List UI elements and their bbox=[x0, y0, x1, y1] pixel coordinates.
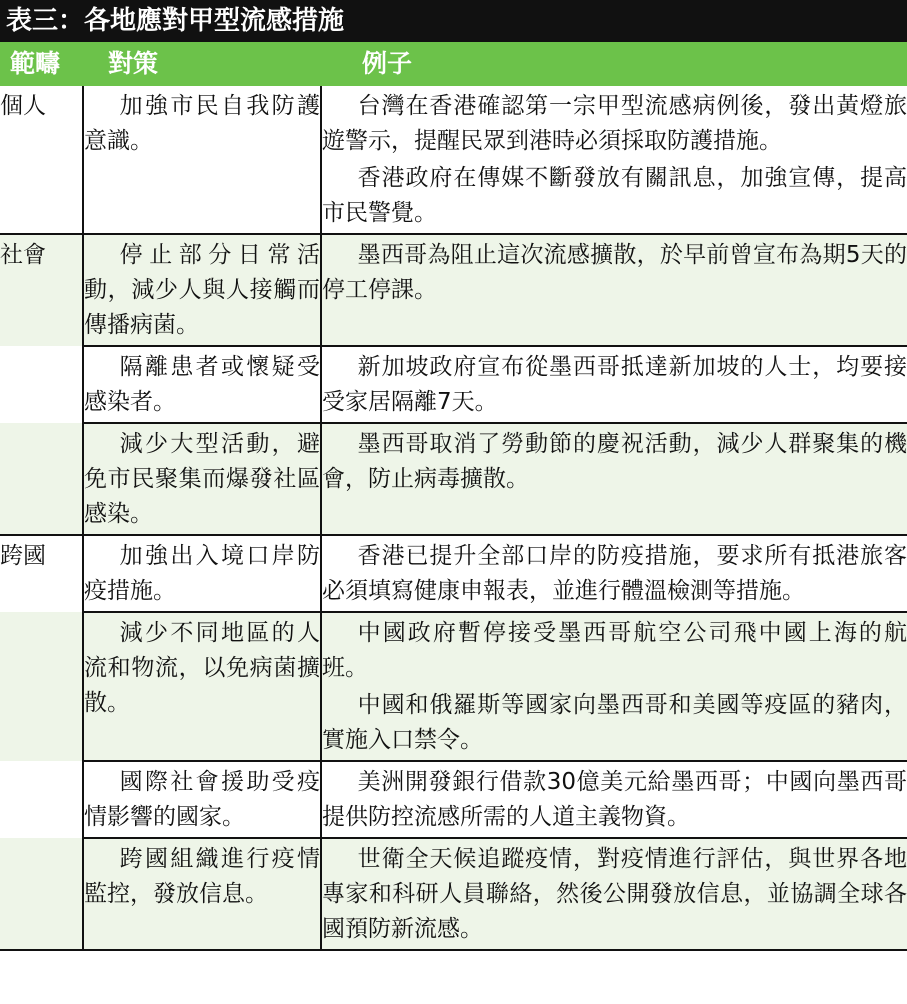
scope-cell bbox=[0, 423, 83, 535]
table-bottom-rule bbox=[0, 949, 907, 951]
measures-table bbox=[0, 86, 907, 949]
table-row bbox=[0, 761, 907, 838]
strategy-cell bbox=[83, 535, 321, 612]
strategy-text: 跨國組織進行疫情監控，發放信息。 bbox=[84, 846, 320, 907]
example-cell bbox=[321, 535, 907, 612]
scope-cell bbox=[0, 838, 83, 949]
strategy-text: 國際社會援助受疫情影響的國家。 bbox=[84, 769, 320, 830]
table-row bbox=[0, 346, 907, 423]
example-text: 香港政府在傳媒不斷發放有關訊息，加強宣傳，提高市民警覺。 bbox=[322, 165, 907, 226]
header-strategy: 對策 bbox=[108, 49, 159, 78]
strategy-text: 減少不同地區的人流和物流，以免病菌擴散。 bbox=[84, 620, 320, 716]
strategy-cell bbox=[83, 423, 321, 535]
strategy-cell bbox=[83, 346, 321, 423]
example-text: 墨西哥取消了勞動節的慶祝活動，減少人群聚集的機會，防止病毒擴散。 bbox=[322, 431, 907, 492]
example-cell bbox=[321, 346, 907, 423]
strategy-text: 加強市民自我防護意識。 bbox=[84, 93, 320, 154]
example-text: 台灣在香港確認第一宗甲型流感病例後，發出黃燈旅遊警示，提醒民眾到港時必須採取防護措施。 bbox=[322, 93, 907, 154]
example-text: 新加坡政府宣布從墨西哥抵達新加坡的人士，均要接受家居隔離7天。 bbox=[322, 354, 907, 415]
strategy-cell bbox=[83, 838, 321, 949]
scope-cell bbox=[0, 761, 83, 838]
header-scope: 範疇 bbox=[10, 49, 61, 78]
strategy-text: 加強出入境口岸防疫措施。 bbox=[84, 543, 320, 604]
example-text: 香港已提升全部口岸的防疫措施，要求所有抵港旅客必須填寫健康申報表，並進行體溫檢測等措施。 bbox=[322, 543, 907, 604]
strategy-cell bbox=[83, 86, 321, 234]
table-header-row bbox=[0, 42, 907, 86]
example-text: 墨西哥為阻止這次流感擴散，於早前曾宣布為期5天的停工停課。 bbox=[322, 242, 907, 303]
header-example: 例子 bbox=[362, 49, 413, 78]
table-row bbox=[0, 423, 907, 535]
scope-cell: 個人 bbox=[0, 93, 46, 119]
strategy-cell bbox=[83, 234, 321, 346]
strategy-text: 隔離患者或懷疑受感染者。 bbox=[84, 354, 320, 415]
strategy-text: 減少大型活動，避免市民聚集而爆發社區感染。 bbox=[84, 431, 320, 527]
scope-cell: 社會 bbox=[0, 234, 83, 346]
table-title: 表三：各地應對甲型流感措施 bbox=[0, 0, 907, 42]
example-cell bbox=[321, 761, 907, 838]
example-cell bbox=[321, 86, 907, 234]
example-text: 世衛全天候追蹤疫情，對疫情進行評估，與世界各地專家和科研人員聯絡，然後公開發放信息，並協調全球各國預防新流感。 bbox=[322, 846, 907, 942]
table-row bbox=[0, 838, 907, 949]
scope-cell: 跨國 bbox=[0, 535, 83, 612]
scope-cell bbox=[0, 612, 83, 761]
example-text: 美洲開發銀行借款30億美元給墨西哥；中國向墨西哥提供防控流感所需的人道主義物資。 bbox=[322, 769, 907, 830]
strategy-cell bbox=[83, 612, 321, 761]
example-cell bbox=[321, 838, 907, 949]
example-text: 中國政府暫停接受墨西哥航空公司飛中國上海的航班。 bbox=[322, 620, 907, 681]
example-text: 中國和俄羅斯等國家向墨西哥和美國等疫區的豬肉，實施入口禁令。 bbox=[322, 692, 907, 753]
table-row bbox=[0, 612, 907, 761]
scope-cell bbox=[0, 346, 83, 423]
example-cell bbox=[321, 423, 907, 535]
table-row bbox=[0, 234, 907, 346]
example-cell bbox=[321, 612, 907, 761]
strategy-cell bbox=[83, 761, 321, 838]
table-row bbox=[0, 86, 907, 234]
example-cell bbox=[321, 234, 907, 346]
strategy-text: 停止部分日常活動，減少人與人接觸而傳播病菌。 bbox=[84, 242, 320, 338]
table-row bbox=[0, 535, 907, 612]
